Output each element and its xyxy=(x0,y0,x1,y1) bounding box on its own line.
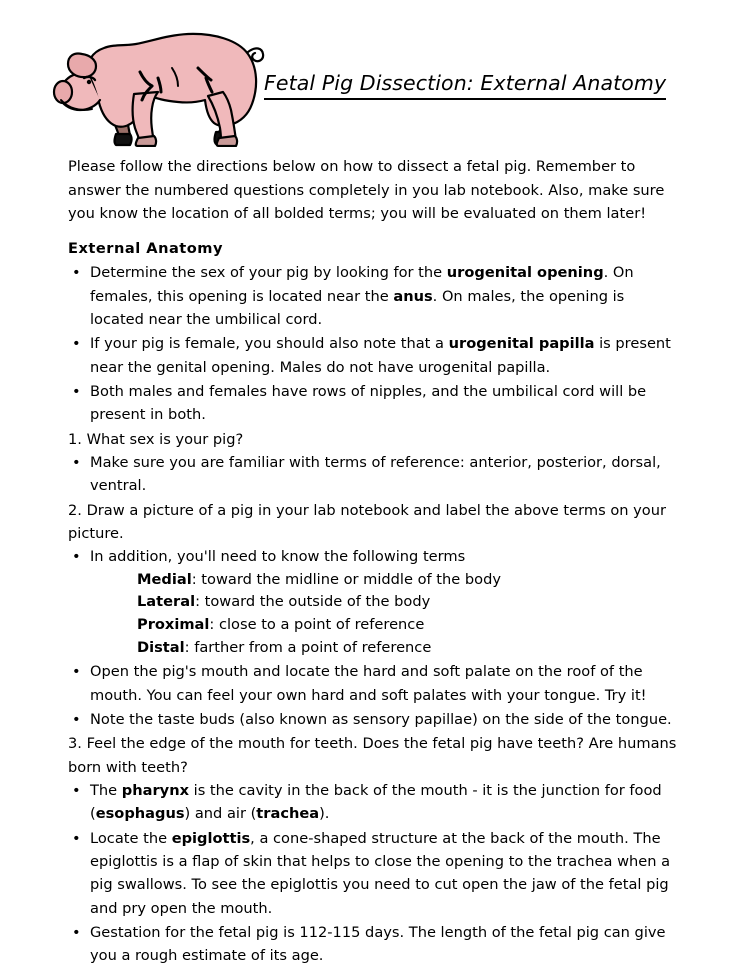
bold-term: urogenital opening xyxy=(446,264,604,282)
body-text: Locate the xyxy=(90,829,172,847)
list-item-text xyxy=(90,335,671,375)
list-item xyxy=(68,380,682,427)
bold-term: epiglottis xyxy=(171,829,251,847)
list-item xyxy=(68,708,682,731)
section-heading-external-anatomy: External Anatomy xyxy=(68,239,224,257)
bullet-dot-icon: • xyxy=(72,710,81,728)
numbered-question xyxy=(68,499,682,546)
page-title: Fetal Pig Dissection: External Anatomy xyxy=(264,72,666,100)
definition-description: : toward the outside of the body xyxy=(195,593,431,611)
definition-term: Lateral xyxy=(137,593,196,611)
list-item-text xyxy=(90,264,634,328)
list-item xyxy=(68,545,682,659)
definition-term: Proximal xyxy=(137,616,210,634)
list-item-text xyxy=(90,663,647,703)
list-item xyxy=(68,332,682,379)
list-item-text xyxy=(90,924,666,964)
bold-term: pharynx xyxy=(121,781,189,799)
bold-term: trachea xyxy=(256,805,320,823)
body-text: The xyxy=(90,781,122,799)
body-text: ). xyxy=(319,805,330,823)
body-text: In addition, you'll need to know the following terms xyxy=(90,548,466,566)
list-item-text xyxy=(90,548,465,565)
list-item-text xyxy=(90,711,672,728)
list-item-text xyxy=(90,830,670,917)
definition-description: : close to a point of reference xyxy=(209,616,425,634)
list-item-text xyxy=(90,454,661,494)
definition-term: Medial xyxy=(137,570,192,588)
bullet-dot-icon: • xyxy=(72,383,81,401)
bullet-group xyxy=(68,261,682,426)
document-body xyxy=(68,155,682,969)
bullet-dot-icon: • xyxy=(72,335,81,353)
definition-item xyxy=(137,569,682,592)
body-text: is the cavity in the back of the mouth - it is the junction for food ( xyxy=(90,781,662,823)
bold-term: esophagus xyxy=(95,805,185,823)
bullet-dot-icon: • xyxy=(72,829,81,847)
bold-term: urogenital papilla xyxy=(448,335,595,353)
body-text: Note the taste buds (also known as sensory papillae) on the side of the tongue. xyxy=(90,710,672,728)
numbered-question xyxy=(68,732,682,779)
list-item xyxy=(68,660,682,707)
body-text: , a cone-shaped structure at the back of the mouth. The epiglottis is a flap of skin that helps to close the opening to the trachea when a pig swallows. To see the epiglottis you need to cut open the jaw of the fetal pig and pry open the mouth. xyxy=(90,829,671,917)
bullet-group xyxy=(68,545,682,731)
bullet-group xyxy=(68,451,682,498)
body-text: Determine the sex of your pig by looking for the xyxy=(90,264,447,282)
definition-term: Distal xyxy=(137,638,185,656)
list-item-text xyxy=(90,782,662,822)
intro-paragraph: Please follow the directions below on how to dissect a fetal pig. Remember to answer the numbered questions completely in you lab notebook. Also, make sure you know the location of all bolded terms; you will be evaluated on them later! xyxy=(68,158,665,223)
document-header xyxy=(0,0,749,150)
body-text: Gestation for the fetal pig is 112-115 days. The length of the fetal pig can give you a rough estimate of its age. xyxy=(90,924,666,965)
bullet-dot-icon: • xyxy=(72,264,81,282)
body-text: If your pig is female, you should also note that a xyxy=(90,335,449,353)
body-text: Both males and females have rows of nipples, and the umbilical cord will be present in both. xyxy=(90,383,647,424)
definition-item xyxy=(137,591,682,614)
fetal-pig-illustration xyxy=(48,22,278,147)
definition-description: : toward the midline or middle of the body xyxy=(191,570,501,588)
body-text: ) and air ( xyxy=(184,805,257,823)
numbered-question xyxy=(68,428,682,451)
bullet-group xyxy=(68,779,682,968)
list-item xyxy=(68,827,682,920)
body-text: 1. What sex is your pig? xyxy=(68,430,244,448)
list-item xyxy=(68,261,682,331)
bullet-dot-icon: • xyxy=(72,548,81,566)
body-text: . On males, the opening is located near the umbilical cord. xyxy=(90,287,625,329)
bullet-dot-icon: • xyxy=(72,924,81,942)
body-text: Open the pig's mouth and locate the hard and soft palate on the roof of the mouth. You can feel your own hard and soft palates with your tongue. Try it! xyxy=(90,663,647,704)
definition-list xyxy=(90,569,682,659)
definition-description: : farther from a point of reference xyxy=(184,638,432,656)
list-item xyxy=(68,921,682,968)
bold-term: anus xyxy=(393,287,433,305)
body-text: 2. Draw a picture of a pig in your lab notebook and label the above terms on your picture. xyxy=(68,501,666,543)
body-text: is present near the genital opening. Males do not have urogenital papilla. xyxy=(90,335,671,376)
list-item xyxy=(68,451,682,498)
body-text: 3. Feel the edge of the mouth for teeth. Does the fetal pig have teeth? Are humans born with teeth? xyxy=(68,735,677,776)
definition-item xyxy=(137,637,682,660)
bullet-dot-icon: • xyxy=(72,454,81,472)
bullet-dot-icon: • xyxy=(72,781,81,799)
definition-item xyxy=(137,614,682,637)
body-text: Make sure you are familiar with terms of reference: anterior, posterior, dorsal, ventral. xyxy=(90,454,661,495)
list-item xyxy=(68,779,682,826)
body-text: . On females, this opening is located near the xyxy=(90,264,634,305)
bullet-dot-icon: • xyxy=(72,663,81,681)
instruction-list xyxy=(68,261,682,967)
list-item-text xyxy=(90,383,646,423)
